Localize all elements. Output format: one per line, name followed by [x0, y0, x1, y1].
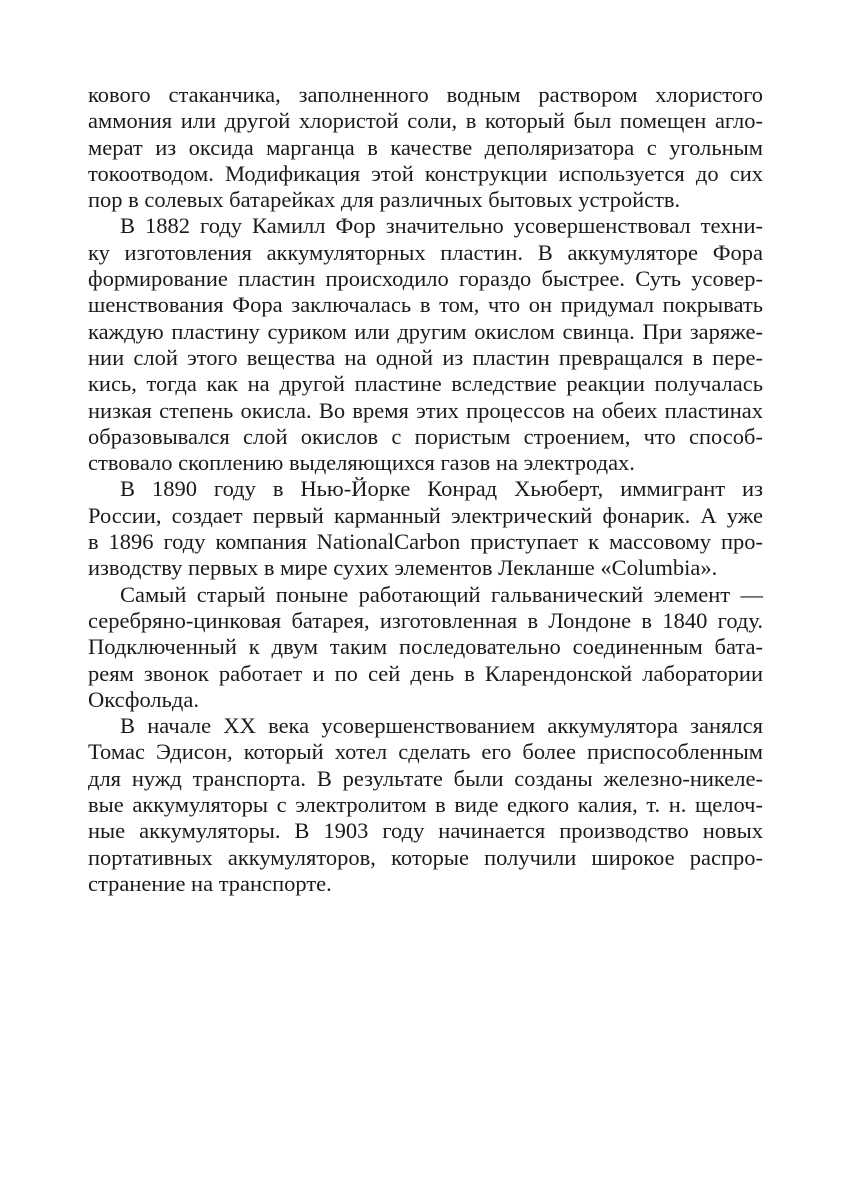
text-line: низкая степень окисла. Во время этих процессов на обеих пластинах: [88, 397, 763, 423]
text-line: серебряно-цинковая батарея, изготовленная в Лондоне в 1840 году.: [88, 607, 763, 633]
paragraph: [88, 582, 763, 713]
text-line: кового стаканчика, заполненного водным раствором хлористого: [88, 82, 763, 107]
text-line: изводству первых в мире сухих элементов Лекланше «Columbia».: [88, 555, 718, 581]
text-line: образовывался слой окислов с пористым строением, что способ-: [88, 423, 763, 449]
document-page: [88, 82, 763, 897]
text-line: мерат из оксида марганца в качестве деполяризатора с угольным: [88, 134, 763, 160]
text-line: каждую пластину суриком или другим окислом свинца. При заряже-: [88, 318, 763, 344]
paragraph: [88, 82, 763, 213]
text-line: шенствования Фора заключалась в том, что он придумал покрывать: [88, 292, 763, 318]
text-line: в 1896 году компания NationalCarbon приступает к массовому про-: [88, 529, 763, 555]
text-line: формирование пластин происходило гораздо быстрее. Суть усовер-: [88, 266, 763, 292]
text-line: Оксфольда.: [88, 686, 199, 712]
text-line: странение на транспорте.: [88, 870, 332, 896]
text-line: В 1890 году в Нью-Йорке Конрад Хьюберт, иммигрант из: [120, 476, 763, 502]
text-line: ные аккумуляторы. В 1903 году начинается производство новых: [88, 818, 763, 844]
text-line: России, создает первый карманный электрический фонарик. А уже: [88, 502, 763, 528]
text-line: для нужд транспорта. В результате были созданы железно-никеле-: [88, 765, 763, 791]
text-line: пор в солевых батарейках для различных бытовых устройств.: [88, 187, 681, 213]
text-line: Томас Эдисон, который хотел сделать его более приспособленным: [88, 739, 763, 765]
text-line: портативных аккумуляторов, которые получили широкое распро-: [88, 844, 763, 870]
text-line: нии слой этого вещества на одной из пластин превращался в пере-: [88, 344, 763, 370]
text-line: В начале XX века усовершенствованием аккумулятора занялся: [120, 713, 763, 739]
text-line: кись, тогда как на другой пластине вследствие реакции получалась: [88, 371, 763, 397]
text-line: аммония или другой хлористой соли, в который был помещен агло-: [88, 108, 763, 134]
paragraph: [88, 713, 763, 897]
paragraph: [88, 213, 763, 476]
text-line: В 1882 году Камилл Фор значительно усовершенствовал техни-: [120, 213, 763, 239]
text-line: реям звонок работает и по сей день в Кларендонской лаборатории: [88, 660, 763, 686]
text-line: ствовало скоплению выделяющихся газов на электродах.: [88, 450, 635, 476]
text-line: токоотводом. Модификация этой конструкции используется до сих: [88, 160, 763, 186]
text-line: Подключенный к двум таким последовательно соединенным бата-: [88, 634, 763, 660]
text-line: вые аккумуляторы с электролитом в виде едкого калия, т. н. щелоч-: [88, 792, 763, 818]
text-line: Самый старый поныне работающий гальванический элемент —: [120, 581, 763, 607]
paragraph: [88, 476, 763, 581]
text-line: ку изготовления аккумуляторных пластин. В аккумуляторе Фора: [88, 239, 763, 265]
